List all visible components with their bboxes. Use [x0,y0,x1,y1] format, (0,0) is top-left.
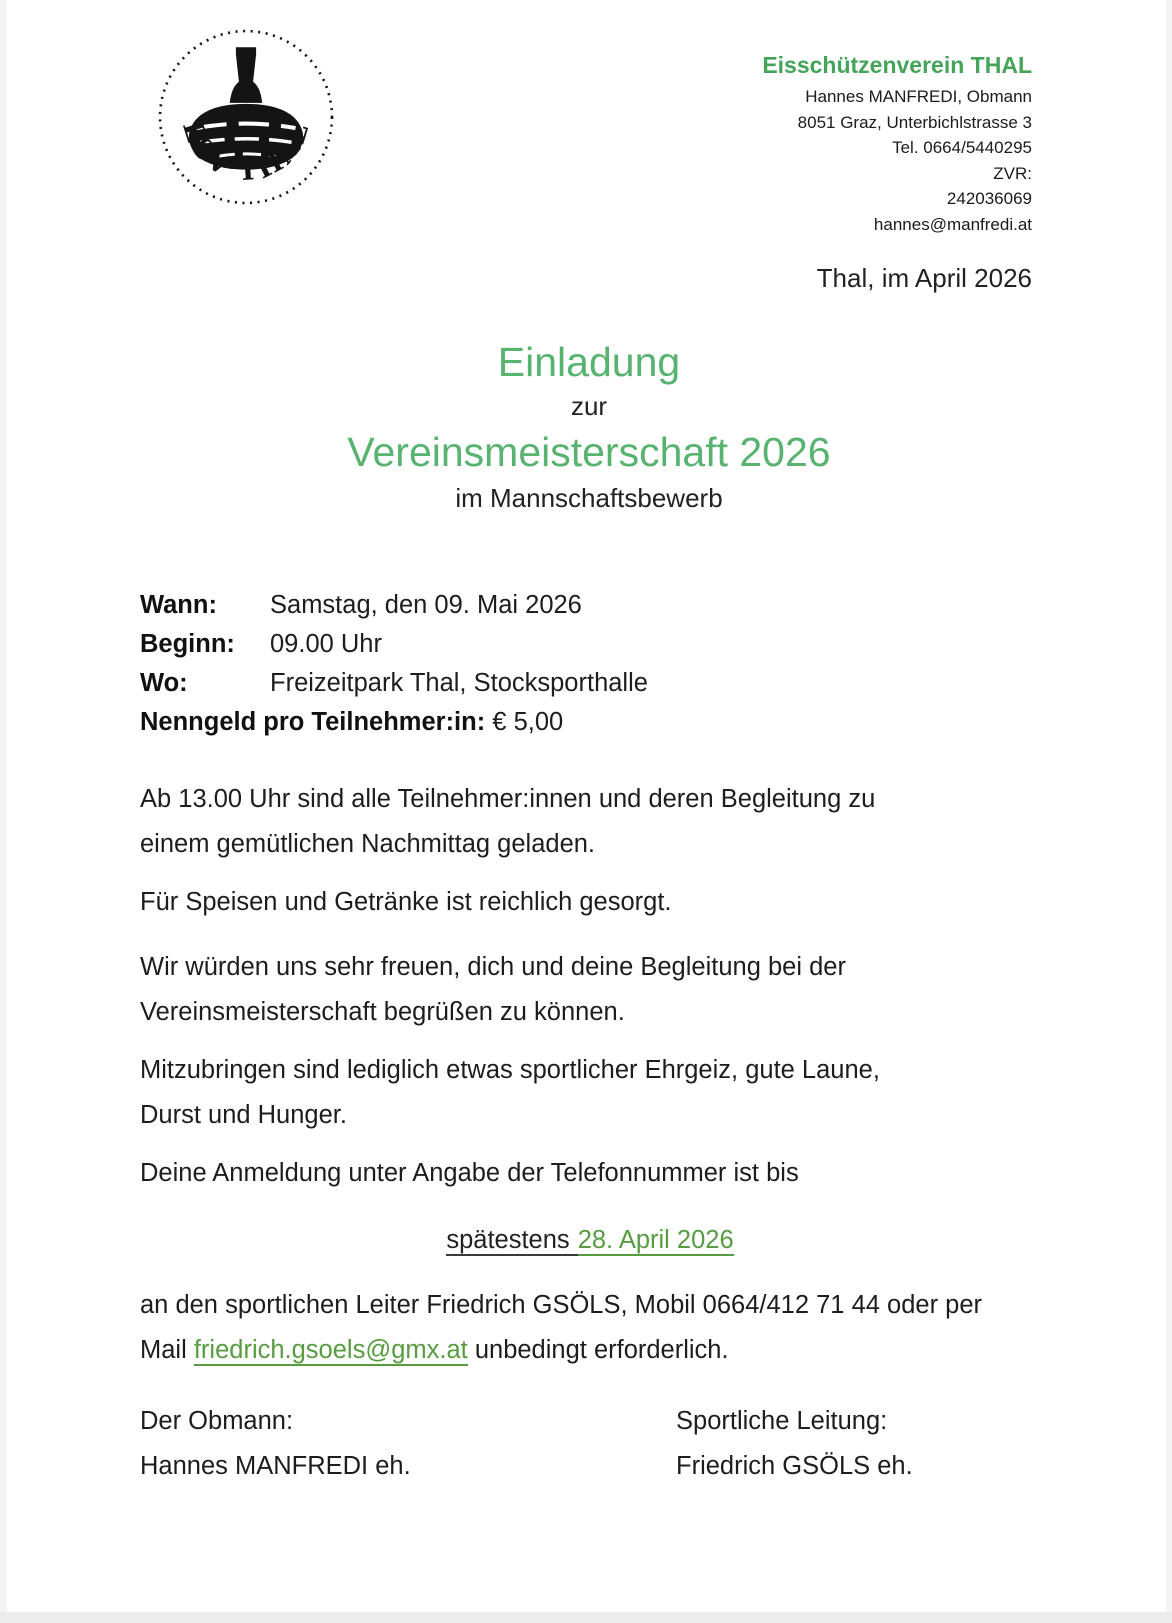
paragraph-line: Für Speisen und Getränke ist reichlich gesorgt. [140,888,672,916]
paragraph-welcome [140,945,1040,1035]
letter-body [140,777,1040,1489]
title-vereinsmeisterschaft: Vereinsmeisterschaft 2026 [347,429,831,475]
page-bottom-edge [0,1612,1172,1623]
paragraph-line: Deine Anmeldung unter Angabe der Telefonnummer ist bis [140,1159,799,1187]
letterhead-line-phone: Tel. 0664/5440295 [892,138,1032,157]
invitation-title-block [140,338,1038,518]
detail-row-when [140,586,648,625]
title-mannschaftsbewerb: im Mannschaftsbewerb [455,483,723,513]
signature-name-sport-director: Friedrich GSÖLS eh. [676,1452,913,1480]
logo-text: ESV THAL [175,116,316,188]
organization-name: Eisschützenverein THAL [762,52,1032,78]
paragraph-line: einem gemütlichen Nachmittag geladen. [140,830,596,858]
paragraph-registration [140,1151,1040,1196]
detail-value-when: Samstag, den 09. Mai 2026 [270,591,582,619]
letterhead-line-zvr-number: 242036069 [946,189,1032,208]
title-zur: zur [570,391,608,421]
detail-value-start: 09.00 Uhr [270,630,382,658]
detail-row-fee [140,703,648,742]
fee-value: € 5,00 [485,708,564,736]
paragraph-line: Vereinsmeisterschaft begrüßen zu können. [140,998,625,1026]
page-right-edge [1166,0,1172,1623]
registration-deadline-line [140,1218,1040,1263]
paragraph-contact [140,1283,1040,1373]
contact-email-link[interactable]: friedrich.gsoels@gmx.at [193,1336,468,1364]
page-left-edge [0,0,7,1623]
paragraph-line: Mitzubringen sind lediglich etwas sportlicher Ehrgeiz, gute Laune, [140,1056,880,1084]
deadline-prefix: spätestens [446,1226,577,1256]
paragraph-line: an den sportlichen Leiter Friedrich GSÖLS, Mobil 0664/412 71 44 oder per [140,1291,982,1319]
letterhead-contact-block [762,50,1032,237]
detail-label-start: Beginn: [140,630,235,658]
letterhead-line-email: hannes@manfredi.at [873,214,1032,234]
letterhead-line-zvr-label: ZVR: [993,163,1032,183]
detail-row-where [140,664,648,703]
paragraph-afternoon-invite [140,777,1040,867]
place-date-line: Thal, im April 2026 [816,263,1032,293]
esv-thal-club-logo-icon [156,26,336,208]
letterhead-line-chairman: Hannes MANFREDI, Obmann [805,87,1032,106]
deadline-date: 28. April 2026 [577,1226,734,1254]
paragraph-food-drinks [140,880,1040,925]
paragraph-bring-along [140,1048,1040,1138]
paragraph-line: Durst und Hunger. [140,1101,347,1129]
signature-chairman [140,1399,676,1489]
signature-name-chairman: Hannes MANFREDI eh. [140,1452,411,1480]
paragraph-line [140,1328,1040,1373]
detail-row-start [140,625,648,664]
letterhead-line-address: 8051 Graz, Unterbichlstrasse 3 [797,112,1032,132]
signature-block [140,1399,1040,1489]
detail-label-where: Wo: [140,669,188,697]
contact-mail-suffix: unbedingt erforderlich. [467,1336,729,1364]
fee-label: Nenngeld pro Teilnehmer:in: [140,708,486,736]
paragraph-line: Ab 13.00 Uhr sind alle Teilnehmer:innen und deren Begleitung zu [140,785,876,813]
event-details [140,586,648,742]
title-einladung: Einladung [497,339,681,385]
signature-role-sport-director: Sportliche Leitung: [676,1407,888,1435]
signature-sport-director [676,1399,913,1489]
contact-mail-prefix: Mail [140,1336,194,1364]
signature-role-chairman: Der Obmann: [140,1407,294,1435]
paragraph-line: Wir würden uns sehr freuen, dich und deine Begleitung bei der [140,953,846,981]
detail-value-where: Freizeitpark Thal, Stocksporthalle [270,669,648,697]
detail-label-when: Wann: [140,591,217,619]
